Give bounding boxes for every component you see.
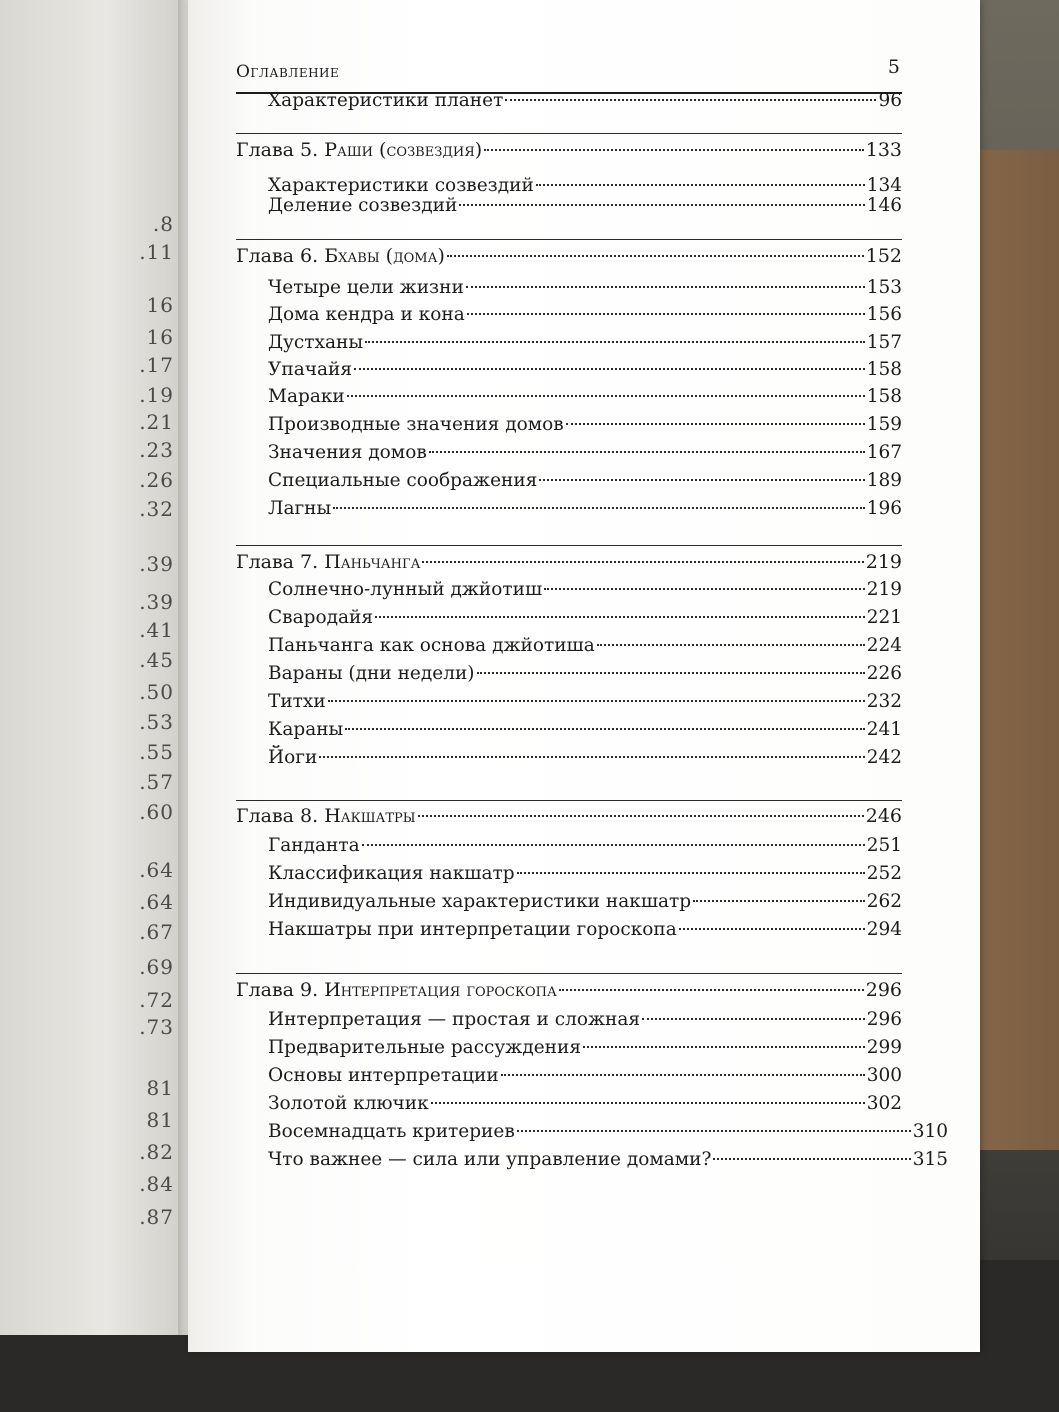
left-page-number: .64	[139, 890, 174, 914]
toc-entry[interactable]	[268, 633, 902, 659]
toc-chapter[interactable]	[236, 137, 902, 163]
dot-leader	[693, 900, 865, 902]
page-number: 153	[866, 277, 902, 298]
chapter-number: Глава 9.	[236, 979, 319, 1001]
page-number: 159	[866, 414, 902, 435]
toc-chapter[interactable]	[236, 977, 902, 1003]
left-page-number: .21	[139, 410, 174, 434]
page-number: 251	[866, 835, 902, 856]
left-page-number: .26	[139, 468, 174, 492]
left-page-number: .11	[139, 240, 174, 264]
toc-entry[interactable]	[268, 275, 902, 301]
entry-label: Значения домов	[268, 442, 427, 463]
left-page-number: .23	[139, 438, 174, 462]
header-title: Оглавление	[236, 62, 340, 82]
page-number: 242	[866, 747, 902, 768]
chapter-label	[236, 977, 557, 1003]
page-number: 262	[866, 891, 902, 912]
left-page-number: .57	[139, 770, 174, 794]
toc-entry[interactable]	[268, 412, 902, 438]
entry-label: Индивидуальные характеристики накшатр	[268, 891, 692, 912]
toc-entry[interactable]	[268, 833, 902, 859]
dot-leader	[583, 1046, 865, 1048]
entry-label: Вараны (дни недели)	[268, 663, 475, 684]
chapter-title: Раши (созвездия)	[324, 139, 483, 161]
left-page-number: .53	[139, 710, 174, 734]
chapter-label	[236, 549, 420, 575]
page-number: 310	[912, 1121, 948, 1142]
chapter-label	[236, 803, 416, 829]
entry-label: Мараки	[268, 386, 345, 407]
toc-entry[interactable]	[268, 1007, 902, 1033]
toc-entry[interactable]	[268, 1035, 902, 1061]
dot-leader	[679, 928, 865, 930]
entry-label: Накшатры при интерпретации гороскопа	[268, 919, 677, 940]
chapter-number: Глава 7.	[236, 551, 319, 573]
left-page-number: .67	[139, 920, 174, 944]
toc-entry[interactable]	[268, 88, 902, 114]
entry-label: Свародайя	[268, 607, 374, 628]
toc-entry[interactable]	[268, 1147, 948, 1173]
dot-leader	[345, 728, 864, 730]
toc-entry[interactable]	[268, 357, 902, 383]
left-page-number: 81	[146, 1108, 174, 1132]
left-page-number: 16	[146, 325, 174, 349]
page-number: 296	[865, 979, 902, 1001]
entry-label: Дома кендра и кона	[268, 304, 465, 325]
page-number: 152	[865, 245, 902, 267]
left-page-number: .50	[139, 680, 174, 704]
toc-entry[interactable]	[268, 1063, 902, 1089]
dot-leader	[477, 672, 865, 674]
dot-leader	[319, 756, 864, 758]
page-number: 296	[866, 1009, 902, 1030]
toc-entry[interactable]	[268, 496, 902, 522]
toc-entry[interactable]	[268, 1091, 902, 1117]
dot-leader	[484, 149, 864, 151]
page-number: 158	[866, 359, 902, 380]
dot-leader	[375, 616, 865, 618]
left-page-number: .55	[139, 740, 174, 764]
dot-leader	[447, 255, 864, 257]
toc-entry[interactable]	[268, 468, 902, 494]
entry-label: Йоги	[268, 747, 318, 768]
dot-leader	[517, 1130, 911, 1132]
page-number: 219	[866, 579, 902, 600]
toc-entry[interactable]	[268, 330, 902, 356]
left-page-number: .41	[139, 618, 174, 642]
dot-leader	[354, 368, 865, 370]
entry-label: Паньчанга как основа джйотиша	[268, 635, 595, 656]
toc-chapter[interactable]	[236, 243, 902, 269]
chapter-title: Накшатры	[324, 805, 416, 827]
entry-label: Ганданта	[268, 835, 360, 856]
entry-label: Характеристики созвездий	[268, 175, 534, 196]
page-number: 252	[866, 863, 902, 884]
entry-label: Производные значения домов	[268, 414, 564, 435]
dot-leader	[328, 700, 865, 702]
chapter-label	[236, 243, 445, 269]
chapter-title: Интерпретация гороскопа	[324, 979, 557, 1001]
entry-label: Четыре цели жизни	[268, 277, 464, 298]
page-number: 224	[866, 635, 902, 656]
dot-leader	[713, 1158, 910, 1160]
page-number: 241	[866, 719, 902, 740]
entry-label: Солнечно-лунный джйотиш	[268, 579, 543, 600]
toc-entry[interactable]	[268, 689, 902, 715]
page-number: 157	[866, 332, 902, 353]
dot-leader	[536, 184, 865, 186]
header-page-number: 5	[887, 56, 900, 78]
page-number: 189	[866, 470, 902, 491]
toc-chapter[interactable]	[236, 549, 902, 575]
dot-leader	[467, 313, 865, 315]
left-page-number: .32	[139, 497, 174, 521]
toc-entry[interactable]	[268, 1119, 948, 1145]
entry-label: Характеристики планет	[268, 90, 504, 111]
toc-entry[interactable]	[268, 302, 902, 328]
chapter-title: Бхавы (дома)	[324, 245, 445, 267]
page-number: 300	[866, 1065, 902, 1086]
dot-leader	[642, 1018, 865, 1020]
toc-entry[interactable]	[268, 917, 902, 943]
dot-leader	[544, 588, 865, 590]
page-number: 96	[878, 90, 902, 111]
page-number: 167	[866, 442, 902, 463]
page-number: 133	[865, 139, 902, 161]
page-number: 246	[865, 805, 902, 827]
left-page-number: 81	[146, 1076, 174, 1100]
entry-label: Дустханы	[268, 332, 364, 353]
entry-label: Интерпретация — простая и сложная	[268, 1009, 641, 1030]
left-page-number: .69	[139, 955, 174, 979]
toc-chapter[interactable]	[236, 803, 902, 829]
entry-label: Золотой ключик	[268, 1093, 429, 1114]
left-page	[0, 0, 192, 1335]
page-number: 134	[866, 175, 902, 196]
toc-entry[interactable]	[268, 577, 902, 603]
dot-leader	[539, 479, 864, 481]
entry-label: Деление созвездий	[268, 195, 458, 216]
section-divider	[236, 800, 902, 801]
dot-leader	[597, 644, 865, 646]
dot-leader	[466, 286, 865, 288]
left-page-number: .84	[139, 1172, 174, 1196]
page-number: 299	[866, 1037, 902, 1058]
page-number: 146	[866, 195, 902, 216]
chapter-number: Глава 6.	[236, 245, 319, 267]
left-page-number: .17	[139, 353, 174, 377]
chapter-title: Паньчанга	[324, 551, 421, 573]
left-page-number: .45	[139, 648, 174, 672]
dot-leader	[459, 204, 864, 206]
dot-leader	[362, 844, 865, 846]
left-page-number: .82	[139, 1140, 174, 1164]
left-page-number: .8	[152, 212, 174, 236]
dot-leader	[505, 99, 876, 101]
dot-leader	[431, 1102, 865, 1104]
dot-leader	[501, 1074, 865, 1076]
left-page-number: .39	[139, 590, 174, 614]
page-number: 156	[866, 304, 902, 325]
left-page-number: .39	[139, 552, 174, 576]
dot-leader	[365, 341, 865, 343]
toc-entry[interactable]	[268, 384, 902, 410]
section-divider	[236, 973, 902, 974]
page-number: 294	[866, 919, 902, 940]
toc-entry[interactable]	[268, 745, 902, 771]
left-page-number: .73	[139, 1015, 174, 1039]
dot-leader	[347, 395, 865, 397]
entry-label: Титхи	[268, 691, 326, 712]
dot-leader	[559, 989, 864, 991]
toc-entry[interactable]	[268, 605, 902, 631]
dot-leader	[566, 423, 865, 425]
entry-label: Караны	[268, 719, 344, 740]
page-number: 232	[866, 691, 902, 712]
section-divider	[236, 239, 902, 240]
toc-entry[interactable]	[268, 717, 902, 743]
page-number: 221	[866, 607, 902, 628]
dot-leader	[418, 815, 864, 817]
page-number: 315	[912, 1149, 948, 1170]
toc-entry[interactable]	[268, 440, 902, 466]
dot-leader	[422, 561, 863, 563]
left-page-number: .60	[139, 800, 174, 824]
left-page-number: .72	[139, 988, 174, 1012]
chapter-number: Глава 8.	[236, 805, 319, 827]
entry-label: Что важнее — сила или управление домами?	[268, 1149, 712, 1170]
entry-label: Восемнадцать критериев	[268, 1121, 515, 1142]
toc-entry[interactable]	[268, 661, 902, 687]
toc-entry[interactable]	[268, 861, 902, 887]
entry-label: Лагны	[268, 498, 332, 519]
section-divider	[236, 133, 902, 134]
page-number: 219	[865, 551, 902, 573]
left-page-number: .87	[139, 1205, 174, 1229]
entry-label: Специальные соображения	[268, 470, 538, 491]
page-number: 158	[866, 386, 902, 407]
left-page-number: 16	[146, 293, 174, 317]
page-number: 226	[866, 663, 902, 684]
entry-label: Основы интерпретации	[268, 1065, 499, 1086]
toc-entry[interactable]	[268, 889, 902, 915]
chapter-number: Глава 5.	[236, 139, 319, 161]
entry-label: Предварительные рассуждения	[268, 1037, 581, 1058]
page-number: 196	[866, 498, 902, 519]
entry-label: Упачайя	[268, 359, 352, 380]
dot-leader	[429, 451, 865, 453]
left-page-number: .19	[139, 383, 174, 407]
section-divider	[236, 545, 902, 546]
page-number: 302	[866, 1093, 902, 1114]
dot-leader	[517, 872, 865, 874]
contents-page	[188, 0, 980, 1352]
entry-label: Классификация накшатр	[268, 863, 515, 884]
toc-entry[interactable]	[268, 193, 902, 219]
chapter-label	[236, 137, 482, 163]
dot-leader	[333, 507, 864, 509]
left-page-number: .64	[139, 858, 174, 882]
